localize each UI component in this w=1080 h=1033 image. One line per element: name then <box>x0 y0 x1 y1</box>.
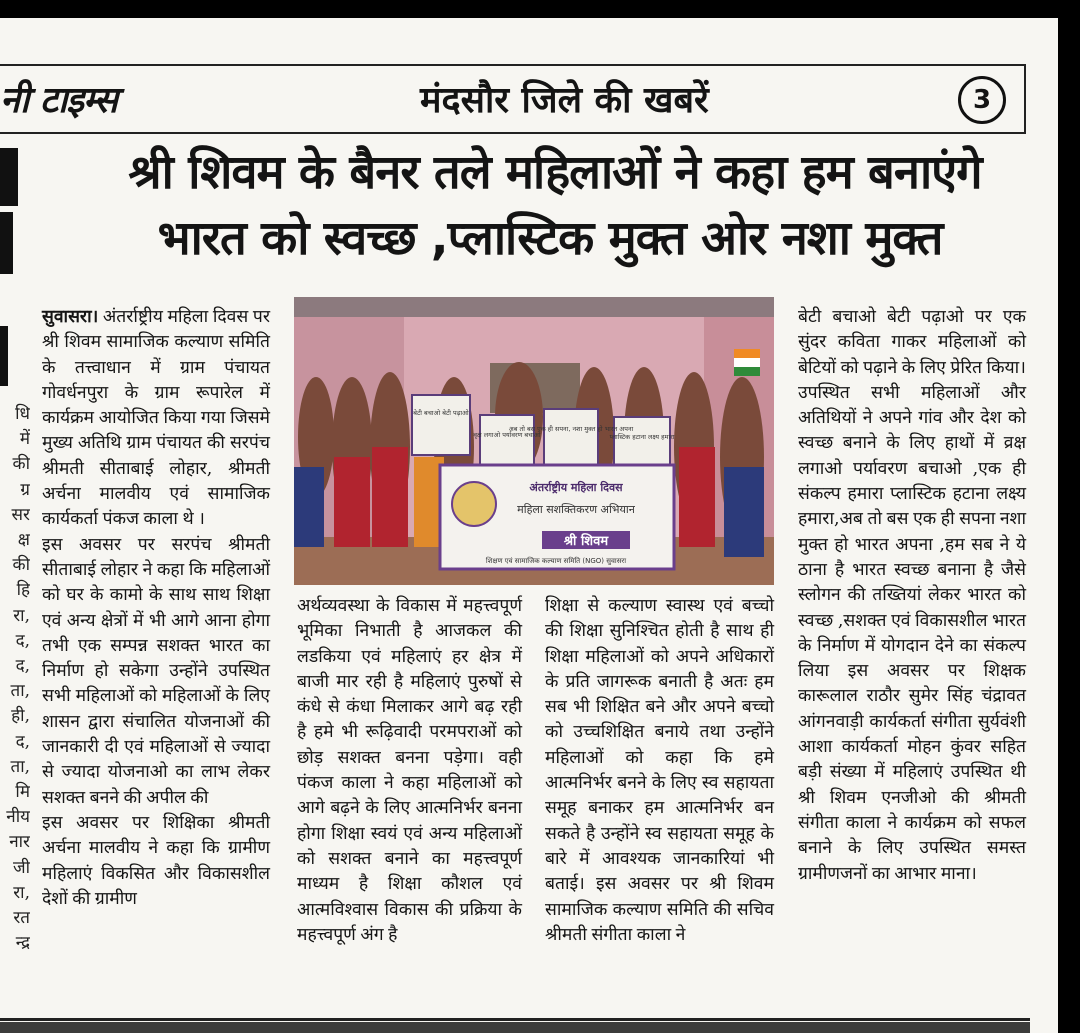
edge-fragment: क्ष <box>17 530 30 551</box>
banner-org: श्री शिवम <box>563 534 609 549</box>
paragraph: इस अवसर पर सरपंच श्रीमती सीताबाई लोहार ने कहा कि महिलाओं को घर के कामो के साथ साथ शिक्षा एवं अन्य क्षेत्रों में भी आगे आना होगा तभी एक सम्पन्न सशक्त भारत का निर्माण हो सकेगा उन्होंने उपस्थित सभी महिलाओं को महिलाओं के लिए शासन द्वारा संचालित योजनाओं की जानकारी दी एवं महिलाओं से ज्यादा से ज्यादा योजनाओ का लाभ लेकर सशक्त बनने की अपील की <box>42 534 270 808</box>
edge-fragment: ता, <box>10 681 30 702</box>
dateline: सुवासरा। <box>42 307 99 327</box>
top-black-bar <box>0 0 1080 18</box>
article-column-2 <box>297 594 522 1014</box>
edge-fragment: द, <box>15 731 30 752</box>
edge-fragment: जी <box>12 857 30 878</box>
edge-fragment: नीय <box>6 807 30 828</box>
article-column-1 <box>42 305 270 1017</box>
bottom-rule <box>0 1018 1030 1021</box>
edge-fragment: सर <box>11 504 30 525</box>
paragraph: इस अवसर पर शिक्षिका श्रीमती अर्चना मालवीय ने कहा कि ग्रामीण महिलाएं विकसित और विकासशील देशों की ग्रामीण <box>42 812 270 909</box>
edge-fragment: की <box>12 555 30 576</box>
next-article-strip <box>0 1022 1030 1033</box>
edge-fragment: नार <box>9 832 30 853</box>
photo-illustration <box>294 297 774 585</box>
paragraph: अंतर्राष्ट्रीय महिला दिवस पर श्री शिवम सामाजिक कल्याण समिति के तत्त्वाधान में ग्राम पंचायत गोवर्धनपुरा के ग्राम रूपारेल में कार्यक्रम आयोजित किया गया जिसमे मुख्य अतिथि ग्राम पंचायत की सरपंच श्रीमती सीताबाई लोहार, श्रीमती अर्चना मालवीय एवं सामाजिक कार्यकर्ता पंकज काला थे । <box>42 307 270 530</box>
edge-fragment: रा, <box>13 882 30 903</box>
masthead-title: नी टाइम्स <box>0 80 118 121</box>
edge-fragment: द, <box>15 656 30 677</box>
edge-fragment: रत <box>13 908 30 929</box>
banner-subtitle: महिला सशक्तिकरण अभियान <box>517 503 635 516</box>
paragraph: अर्थव्यवस्था के विकास में महत्त्वपूर्ण भूमिका निभाती है आजकल की लडकिया एवं महिलाएं हर क्षेत्र में बाजी मार रही है महिलाएं पुरुषों से कंधे से कंधा मिलाकर आगे बढ़ रही है हमे भी रूढ़िवादी परमपराओं को छोड़ सशक्त बनना पड़ेगा। वही पंकज काला ने कहा महिलाओं को आगे बढ़ने के लिए आत्मनिर्भर बनना होगा शिक्षा स्वयं एवं अन्य महिलाओं को सशक्त बनाने का महत्त्वपूर्ण माध्यम है शिक्षा कौशल एवं आत्मविश्वास विकास की प्रक्रिया के महत्त्वपूर्ण अंग है <box>297 596 522 945</box>
adjacent-article-fragment <box>0 402 30 956</box>
placard-2-text: वृक्ष लगाओ पर्यावरण बचाओ <box>473 431 541 439</box>
left-edge-block <box>0 326 8 386</box>
section-title: मंदसौर जिले की खबरें <box>420 80 709 121</box>
edge-fragment: धि <box>15 404 30 424</box>
edge-fragment: की <box>12 454 30 475</box>
placard-3-text: अब तो बस एक ही सपना, नशा मुक्त हो भारत अपना <box>508 425 634 433</box>
page-number-badge: 3 <box>958 76 1006 124</box>
placard-1-text: बेटी बचाओ बेटी पढ़ाओ <box>413 409 469 417</box>
edge-fragment: रा, <box>13 605 30 626</box>
edge-fragment: ही, <box>11 706 30 727</box>
edge-fragment: में <box>19 429 30 450</box>
edge-fragment: ता, <box>10 756 30 777</box>
banner-title: अंतर्राष्ट्रीय महिला दिवस <box>529 481 623 494</box>
paragraph: बेटी बचाओ बेटी पढ़ाओ पर एक सुंदर कविता गाकर महिलाओं को बेटियों को पढ़ाने के लिए प्रेरित किया। <box>798 307 1026 378</box>
edge-fragment: द, <box>15 630 30 651</box>
headline <box>0 140 1080 272</box>
banner-footer: शिक्षण एवं सामाजिक कल्याण समिति (NGO) सुवासरा <box>485 557 627 565</box>
article-column-3 <box>545 594 774 1014</box>
headline-line-1: श्री शिवम के बैनर तले महिलाओं ने कहा हम बनाएंगे <box>128 145 982 200</box>
edge-fragment: ग्र <box>20 479 30 500</box>
edge-fragment: मि <box>15 782 30 803</box>
headline-line-2: भारत को स्वच्छ ,प्लास्टिक मुक्त ओर नशा मुक्त <box>157 211 943 266</box>
edge-fragment: न्द्र <box>15 933 30 954</box>
banner-logo <box>452 482 496 526</box>
paragraph: उपस्थित सभी महिलाओं और अतिथियों ने अपने गांव और देश को स्वच्छ बनाने के लिए हाथों में व्रक्ष लगाओ पर्यावरण बचाओ ,एक ही संकल्प हमारा प्लास्टिक हटाना लक्ष्य हमारा,अब तो बस एक ही सपना नशा मुक्त हो भारत अपना ,हम सब ने ये ठाना है भारत स्वच्छ बनाना है जैसे स्लोगन की तख्तियां लेकर भारत को स्वच्छ ,सशक्त एवं विकासशील भारत के निर्माण में योगदान देने का संकल्प लिया इस अवसर पर शिक्षक कारूलाल राठौर सुमेर सिंह चंद्रावत आंगनवाड़ी कार्यकर्ता संगीता सुर्यवंशी आशा कार्यकर्ता मोहन कुंवर सहित बड़ी संख्या में महिलाएं उपस्थित थी श्री शिवम एनजीओ की श्रीमती संगीता काला ने कार्यक्रम को सफल बनाने के लिए उपस्थित समस्त ग्रामीणजनों का आभार माना। <box>798 382 1026 884</box>
edge-fragment: हि <box>16 580 30 601</box>
article-column-4 <box>798 305 1026 1017</box>
placard-4-text: प्लास्टिक हटाना लक्ष्य हमारा <box>609 433 675 441</box>
paragraph: शिक्षा से कल्याण स्वास्थ एवं बच्चो की शिक्षा सुनिश्चित होती है साथ ही शिक्षा महिलाओं को अपने अधिकारों के प्रति जागरूक बनाती है अतः हम सब भी शिक्षित बने और अपने बच्चो को उच्चशिक्षित बनाये तथा उन्होंने महिलाओं को कहा कि हमे आत्मनिर्भर बनने के लिए स्व सहायता समूह बनाकर हम आत्मनिर्भर बन सकते है उन्होंने स्व सहायता समूह के बारे में आवश्यक जानकारियां भी बताई। इस अवसर पर श्री शिवम सामाजिक कल्याण समिति की सचिव श्रीमती संगीता काला ने <box>545 596 774 945</box>
event-photo <box>294 297 774 585</box>
page-header <box>0 64 1026 134</box>
